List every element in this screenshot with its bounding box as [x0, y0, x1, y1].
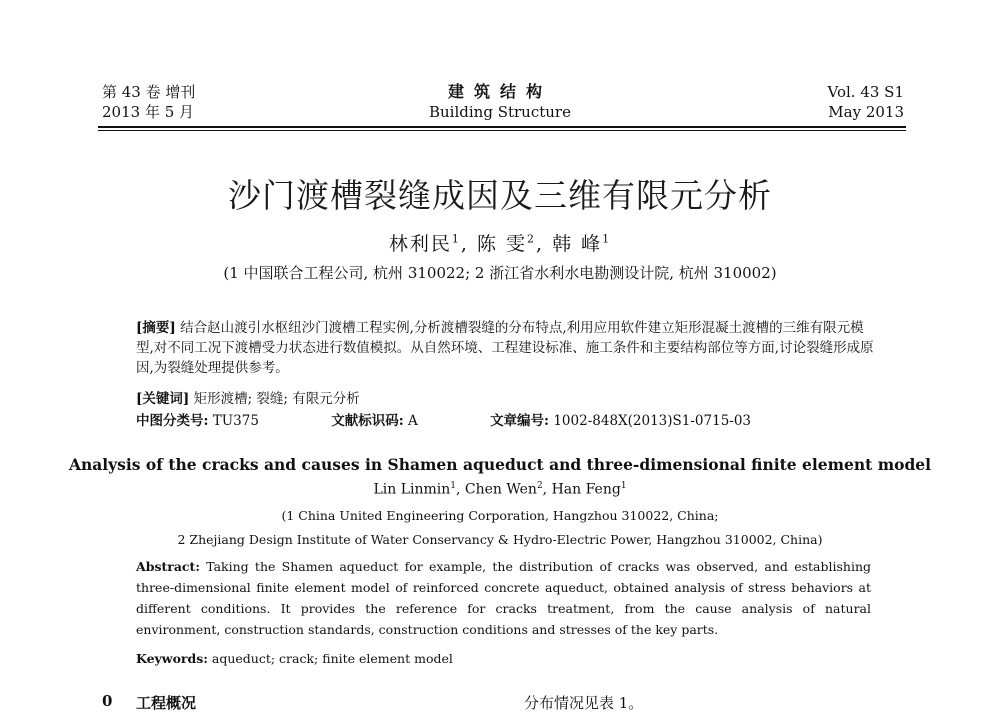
abstract-en: [136, 556, 871, 640]
keywords-en-text: aqueduct; crack; finite element model: [211, 651, 453, 666]
author-name: 韩 峰: [552, 233, 603, 255]
author-name-en: Han Feng: [551, 481, 621, 498]
journal-volume-en: [828, 82, 905, 122]
author-name-en: Lin Linmin: [373, 481, 451, 498]
volume-en: Vol. 43 S1: [827, 83, 904, 101]
publication-date: 2013 年 5 月: [102, 103, 195, 121]
article-no-value: 1002-848X(2013)S1-0715-03: [553, 413, 752, 429]
keywords-cn-label: [关键词]: [136, 391, 190, 407]
keywords-en-label: Keywords:: [136, 651, 208, 666]
date-en: May 2013: [828, 103, 904, 121]
author-name: 陈 雯: [476, 233, 527, 255]
author-affil-mark: 1: [602, 232, 612, 246]
affiliation-cn: (1 中国联合工程公司, 杭州 310022; 2 浙江省水利水电勘测设计院, 杭州 310002): [223, 264, 777, 282]
abstract-cn-label: [摘要]: [136, 320, 176, 336]
classification-line: [136, 411, 876, 431]
section-title: 工程概况: [136, 694, 197, 712]
header-rule-thin: [98, 130, 906, 131]
affiliation-en-2: 2 Zhejiang Design Institute of Water Conservancy & Hydro-Electric Power, Hangzhou 310002, China): [177, 532, 823, 547]
paper-title-en: Analysis of the cracks and causes in Shamen aqueduct and three-dimensional finite element model: [68, 455, 932, 474]
affiliation-en-1: (1 China United Engineering Corporation, Hangzhou 310022, China;: [281, 508, 719, 523]
doc-code-label: 文献标识码:: [331, 413, 404, 429]
journal-name-cn: 建筑结构: [447, 82, 552, 101]
abstract-cn: [136, 318, 876, 378]
clc-value: TU375: [212, 413, 259, 429]
author-name: 林利民: [388, 233, 452, 255]
paper-title-cn: 沙门渡槽裂缝成因及三维有限元分析: [228, 176, 772, 215]
keywords-cn: [136, 389, 876, 409]
author-affil-mark: 2: [527, 232, 536, 246]
keywords-en: [136, 651, 453, 666]
abstract-en-text: Taking the Shamen aqueduct for example, the distribution of cracks was observed, and establishing three-dimensional finite element model of reinforced concrete aqueduct, obtained analysis of stress behaviors at different conditions. It provides the reference for cracks treatment, from the cause analysis of natural environment, construction standards, construction conditions and stresses of the key parts.: [136, 559, 871, 637]
doc-code-value: A: [408, 413, 418, 429]
header-rule-thick: [98, 126, 906, 128]
author-affil-mark: 2: [536, 481, 543, 491]
clc-label: 中图分类号:: [136, 413, 209, 429]
author-affil-mark: 1: [620, 481, 627, 491]
journal-name-en: Building Structure: [429, 103, 571, 121]
article-no-label: 文章编号:: [490, 413, 550, 429]
body-text-right-column: 分布情况见表 1。: [524, 694, 644, 712]
author-affil-mark: 1: [451, 232, 461, 246]
section-number: 0: [102, 692, 113, 710]
author-name-en: Chen Wen: [464, 481, 537, 498]
volume-issue: 第 43 卷 增刊: [102, 83, 196, 101]
keywords-cn-text: 矩形渡槽; 裂缝; 有限元分析: [193, 391, 360, 407]
authors-cn: 林利民$^1$, 陈 雯$^2$, 韩 峰$^1$: [388, 232, 612, 255]
abstract-en-label: Abstract:: [136, 559, 200, 574]
abstract-cn-text: 结合赵山渡引水枢纽沙门渡槽工程实例,分析渡槽裂缝的分布特点,利用应用软件建立矩形混凝土渡槽的三维有限元模型,对不同工况下渡槽受力状态进行数值模拟。从自然环境、工程建设标准、施工条件和主要结构部位等方面,讨论裂缝形成原因,为裂缝处理提供参考。: [136, 320, 874, 376]
author-affil-mark: 1: [450, 481, 456, 491]
authors-en: Lin Linmin$^1$, Chen Wen$^2$, Han Feng$^1$: [373, 481, 627, 498]
